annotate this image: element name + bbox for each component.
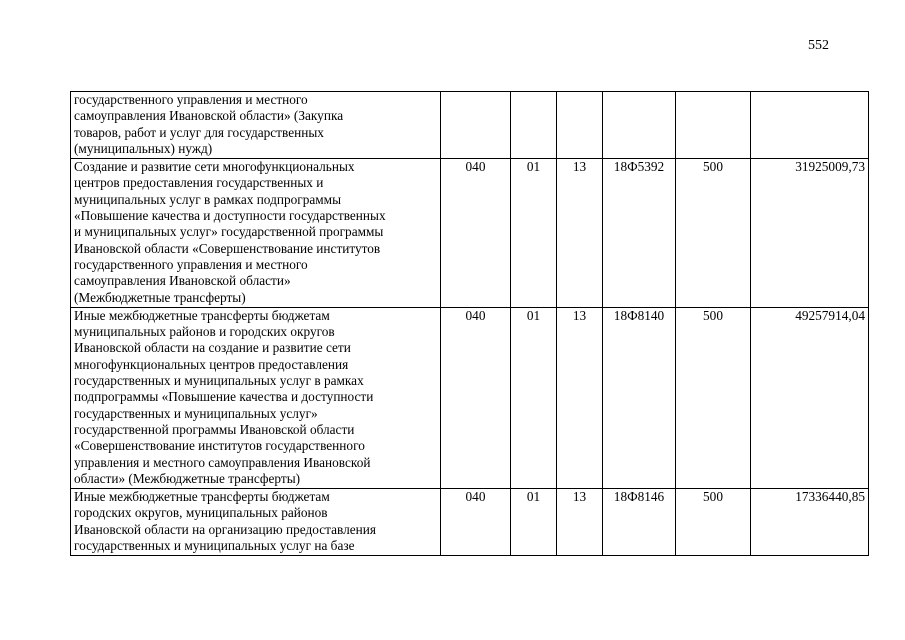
target-code: 18Ф8146 <box>603 489 676 556</box>
subsection-code: 13 <box>557 307 603 488</box>
section-code <box>511 92 557 159</box>
target-code: 18Ф5392 <box>603 159 676 308</box>
subsection-code: 13 <box>557 489 603 556</box>
table-row <box>71 489 869 556</box>
ministry-code: 040 <box>441 307 511 488</box>
table-row <box>71 307 869 488</box>
table-row <box>71 159 869 308</box>
amount <box>751 92 869 159</box>
subsection-code: 13 <box>557 159 603 308</box>
ministry-code: 040 <box>441 489 511 556</box>
table-row <box>71 92 869 159</box>
expense-kind-code: 500 <box>676 307 751 488</box>
ministry-code <box>441 92 511 159</box>
page-number: 552 <box>808 38 829 53</box>
row-description: Иные межбюджетные трансферты бюджетам городских округов, муниципальных районов Ивановской области на организацию предоставления государственных и муниципальных услуг на базе <box>71 489 441 556</box>
expense-kind-code: 500 <box>676 159 751 308</box>
amount: 49257914,04 <box>751 307 869 488</box>
row-description: государственного управления и местного самоуправления Ивановской области» (Закупка товаров, работ и услуг для государственных (муниципальных) нужд) <box>71 92 441 159</box>
section-code: 01 <box>511 307 557 488</box>
subsection-code <box>557 92 603 159</box>
section-code: 01 <box>511 159 557 308</box>
target-code: 18Ф8140 <box>603 307 676 488</box>
expense-kind-code: 500 <box>676 489 751 556</box>
amount: 31925009,73 <box>751 159 869 308</box>
expense-kind-code <box>676 92 751 159</box>
ministry-code: 040 <box>441 159 511 308</box>
section-code: 01 <box>511 489 557 556</box>
row-description: Иные межбюджетные трансферты бюджетам муниципальных районов и городских округов Ивановской области на создание и развитие сети многофункциональных центров предоставления государственных и муниципальных услуг в рамках подпрограммы «Повышение качества и доступности государственных и муниципальных услуг» государственной программы Ивановской области «Совершенствование институтов государственного управления и местного самоуправления Ивановской области» (Межбюджетные трансферты) <box>71 307 441 488</box>
amount: 17336440,85 <box>751 489 869 556</box>
target-code <box>603 92 676 159</box>
budget-table <box>70 91 869 556</box>
row-description: Создание и развитие сети многофункциональных центров предоставления государственных и муниципальных услуг в рамках подпрограммы «Повышение качества и доступности государственных и муниципальных услуг» государственной программы Ивановской области «Совершенствование институтов государственного управления и местного самоуправления Ивановской области» (Межбюджетные трансферты) <box>71 159 441 308</box>
